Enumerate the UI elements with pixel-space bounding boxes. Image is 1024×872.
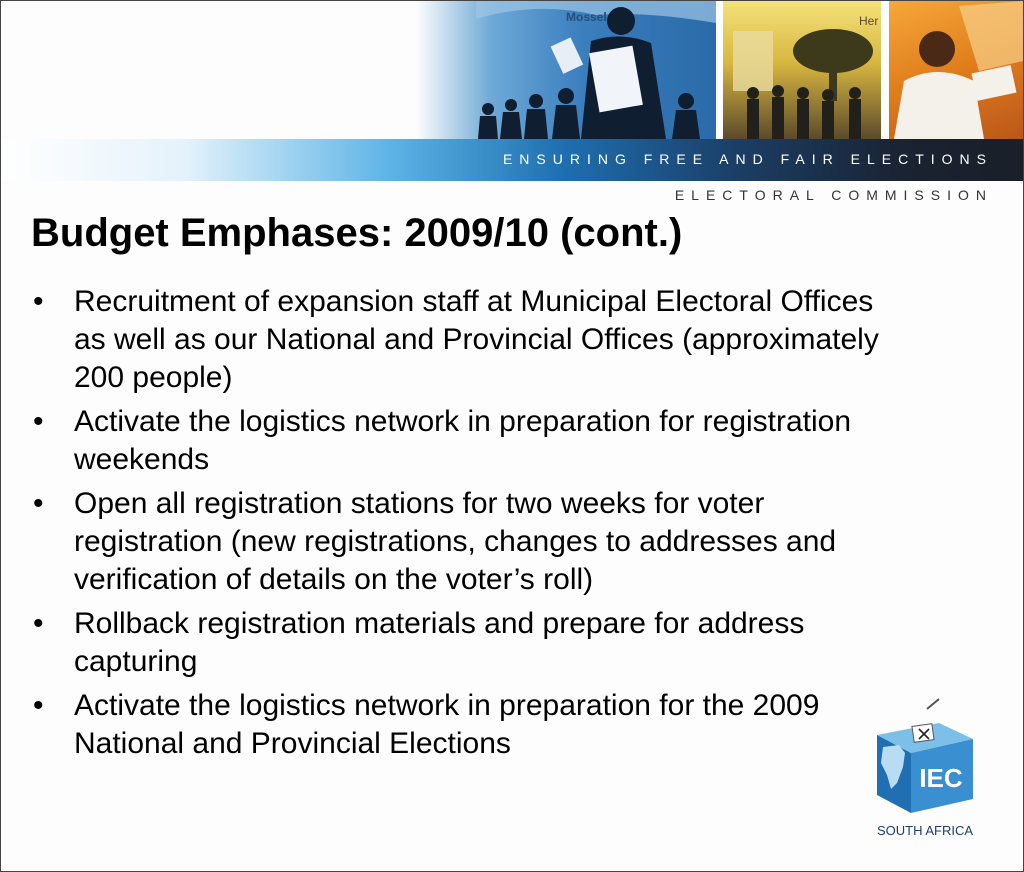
banner-photo-official	[889, 1, 1023, 139]
banner-tagline: ENSURING FREE AND FAIR ELECTIONS	[502, 151, 993, 167]
bullet-list	[33, 283, 913, 769]
banner-subtitle: ELECTORAL COMMISSION	[674, 187, 993, 203]
photo-text-her: Her	[859, 14, 879, 28]
bullet-item	[33, 605, 913, 681]
bullet-text: Activate the logistics network in preparation for the 2009 National and Provincial Elections	[74, 689, 820, 760]
bullet-marker: •	[33, 487, 44, 520]
bullet-text: Open all registration stations for two weeks for voter registration (new registrations, changes to addresses and verification of details on the voter’s roll)	[74, 487, 837, 596]
bullet-text: Recruitment of expansion staff at Municipal Electoral Offices as well as our National and Provincial Offices (approximately 200 people)	[74, 285, 879, 394]
bullet-marker: •	[33, 285, 44, 318]
bullet-marker: •	[33, 607, 44, 640]
bullet-text: Activate the logistics network in preparation for registration weekends	[74, 405, 852, 476]
street-photo-illustration	[723, 1, 881, 139]
banner-photo-crowd	[416, 1, 716, 139]
bullet-item	[33, 403, 913, 479]
bullet-text: Rollback registration materials and prepare for address capturing	[74, 607, 805, 678]
header-banner	[1, 1, 1023, 203]
bullet-marker: •	[33, 689, 44, 722]
slide-title: Budget Emphases: 2009/10 (cont.)	[31, 211, 683, 255]
banner-photo-street	[723, 1, 881, 139]
bullet-item	[33, 485, 913, 599]
logo-caption: SOUTH AFRICA	[876, 823, 974, 838]
photo-text-mossel: Mossel	[566, 10, 607, 24]
bullet-item	[33, 687, 913, 763]
bullet-item	[33, 283, 913, 397]
logo-text: IEC	[919, 763, 963, 793]
crowd-photo-illustration	[416, 1, 716, 139]
bullet-marker: •	[33, 405, 44, 438]
official-photo-illustration	[889, 1, 1023, 139]
